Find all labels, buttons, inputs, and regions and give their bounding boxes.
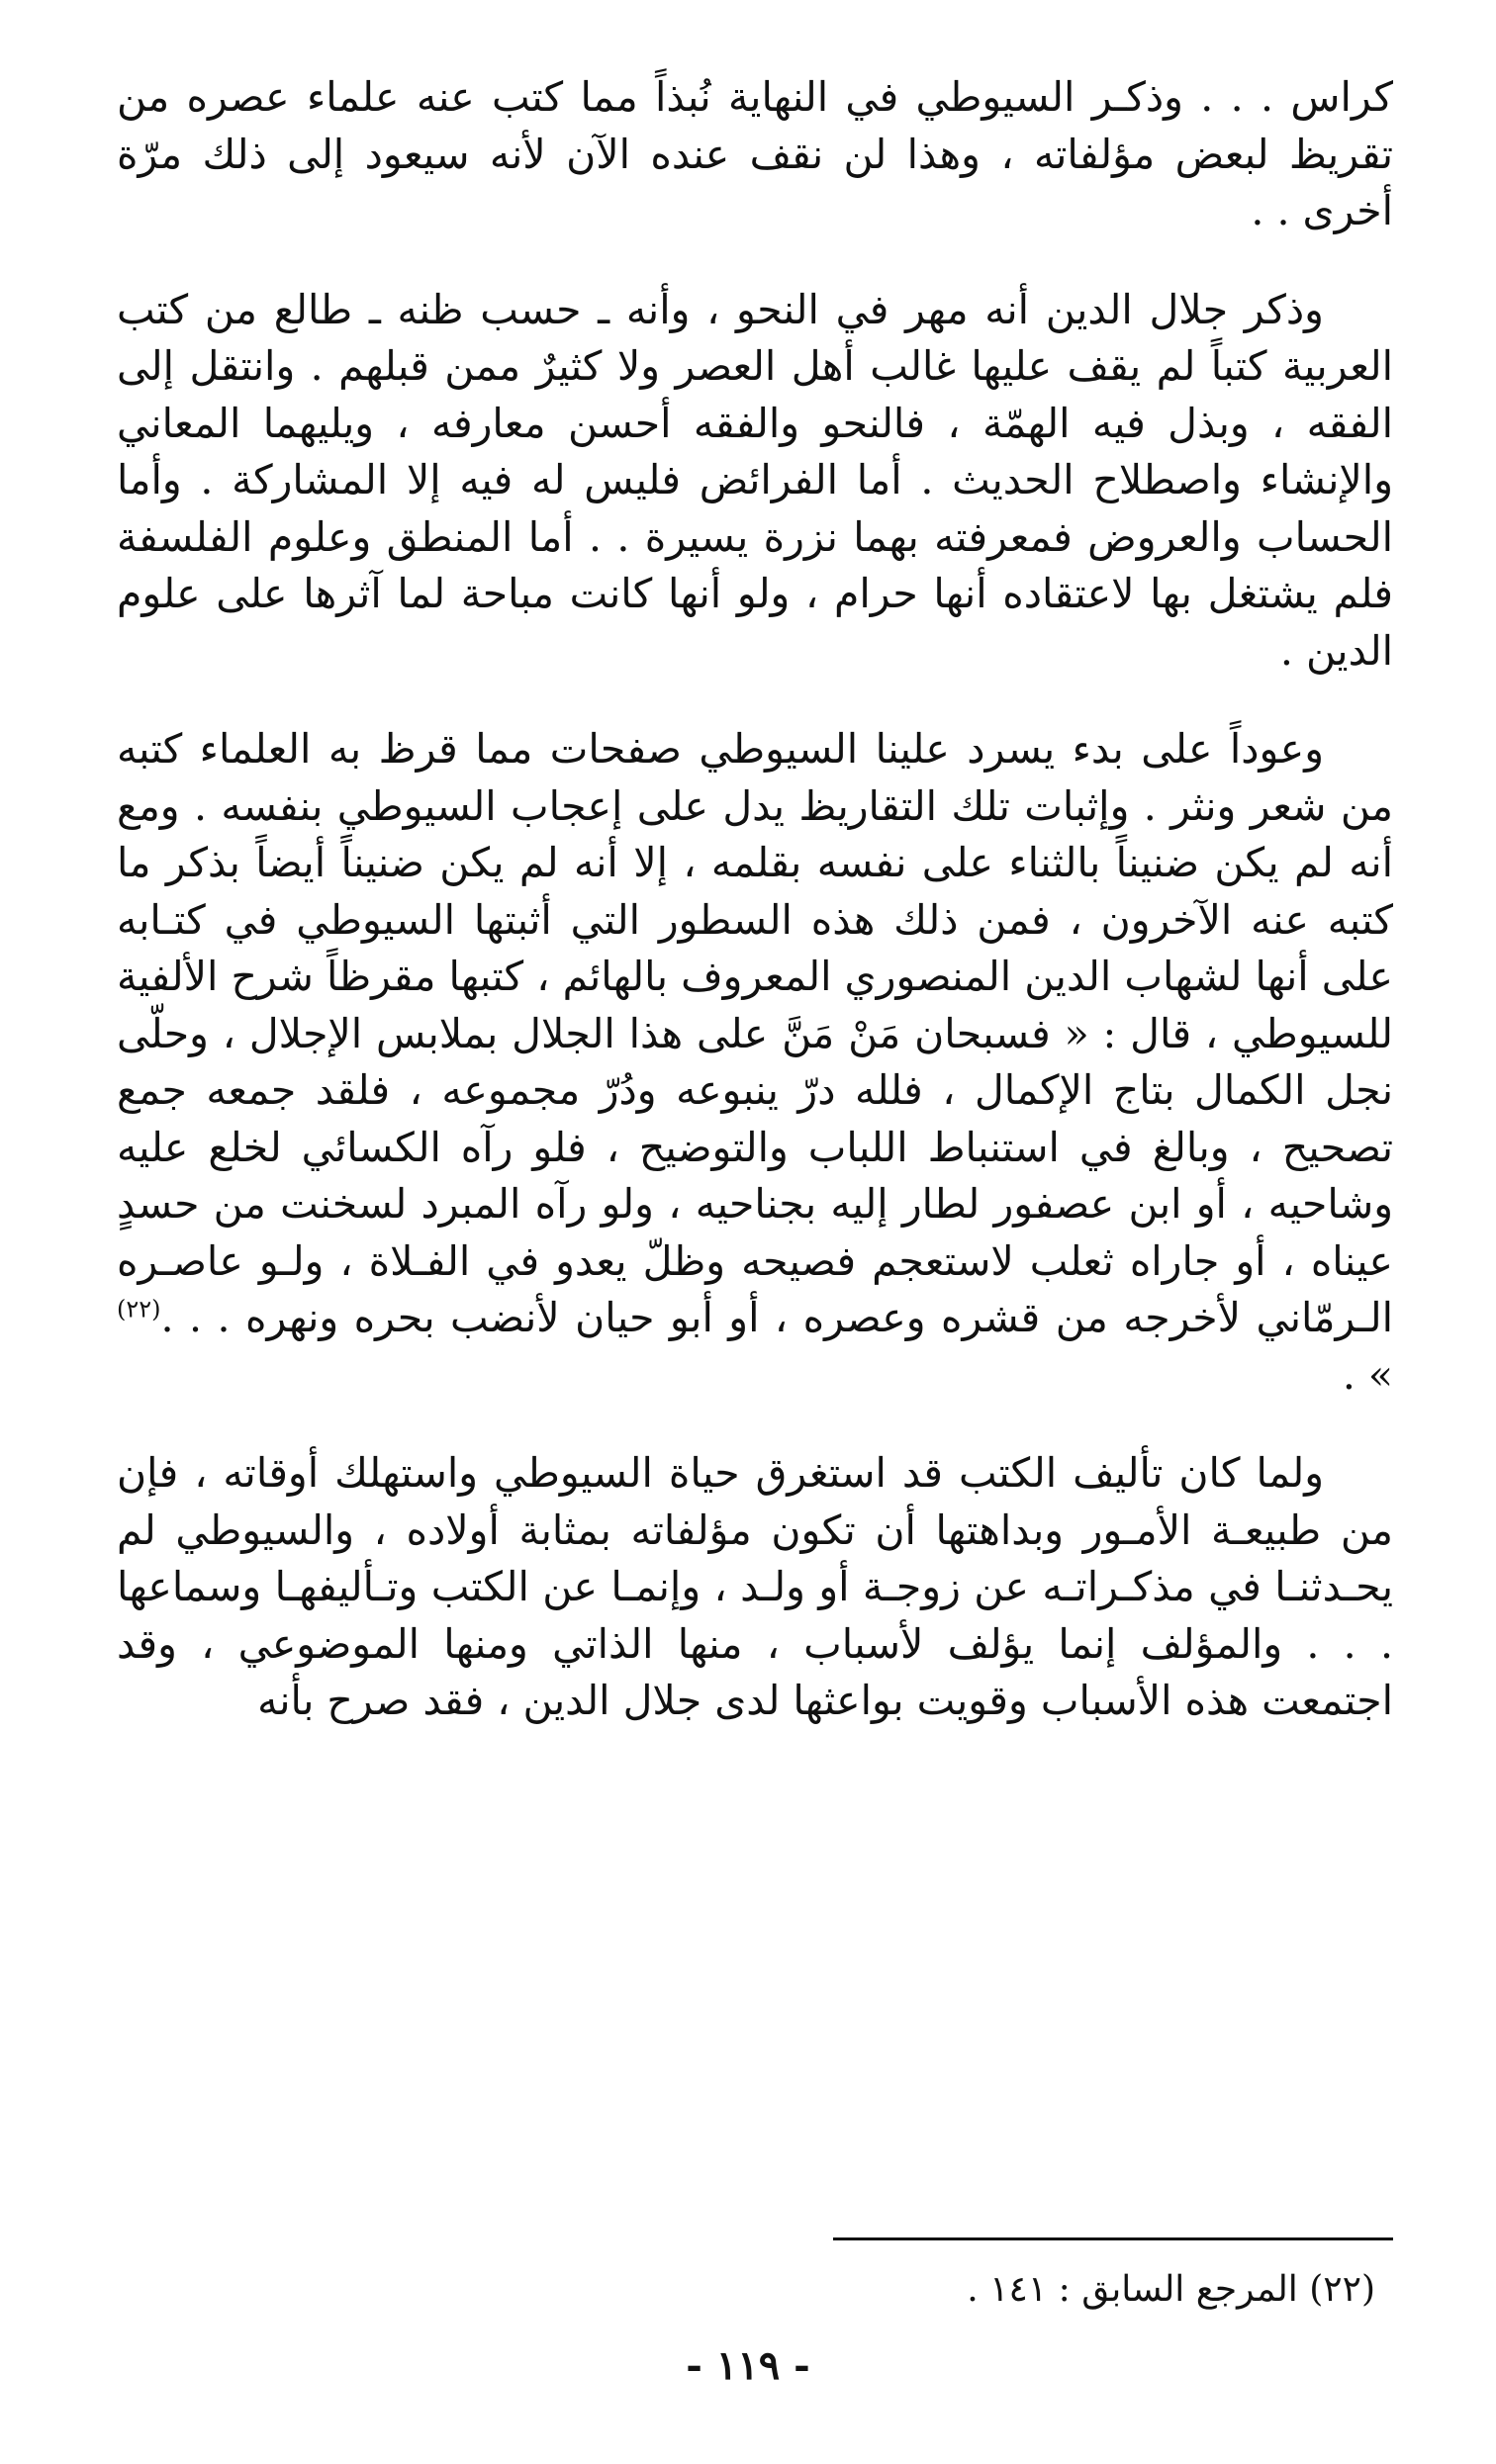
paragraph-3 [117,721,1393,1404]
page-number: - ١١٩ - [686,2342,810,2389]
main-text [117,69,1393,1730]
paragraph-3-text: وعوداً على بدء يسرد علينا السيوطي صفحات مما قرظ به العلماء كتبه من شعر ونثر . وإثبات تلك التقاريظ يدل على إعجاب السيوطي بنفسه . ومع أنه لم يكن ضنيناً بالثناء على نفسه بقلمه ، إلا أنه لم يكن ضنيناً أيضاً بذكر ما كتبه عنه الآخرون ، فمن ذلك هذه السطور التي أثبتها السيوطي في كتـابه على أنها لشهاب الدين المنصوري المعروف بالهائم ، كتبها مقرظاً شرح الألفية للسيوطي ، قال : « فسبحان مَنْ مَنَّ على هذا الجلال بملابس الإجلال ، وحلّى نجل الكمال بتاج الإكمال ، فلله درّ ينبوعه ودُرّ مجموعه ، فلقد جمعه جمع تصحيح ، وبالغ في استنباط اللباب والتوضيح ، فلو رآه الكسائي لخلع عليه وشاحيه ، أو ابن عصفور لطار إليه بجناحيه ، ولو رآه المبرد لسخنت من حسدٍ عيناه ، أو جاراه ثعلب لاستعجم فصيحه وظلّ يعدو في الفـلاة ، ولـو عاصـره الـرمّاني لأخرجه من قشره وعصره ، أو أبو حيان لأنضب بحره ونهره . . . [117,725,1393,1341]
paragraph-3-ending: » . [1342,1350,1393,1399]
paragraph-1: كراس . . . وذكـر السيوطي في النهاية نُبذاً مما كتب عنه علماء عصره من تقريظ لبعض مؤلفاته ، وهذا لن نقف عنده الآن لأنه سيعود إلى ذلك مرّة أخرى . . [117,73,1393,234]
footnote-reference: (٢٢) [117,1295,161,1323]
paragraph-2: وذكر جلال الدين أنه مهر في النحو ، وأنه ـ حسب ظنه ـ طالع من كتب العربية كتباً لم يقف عليها غالب أهل العصر ولا كثيرٌ ممن قبلهم . وانتقل إلى الفقه ، وبذل فيه الهمّة ، فالنحو والفقه أحسن معارفه ، ويليهما المعاني والإنشاء واصطلاح الحديث . أما الفرائض فليس له فيه إلا المشاركة . وأما الحساب والعروض فمعرفته بهما نزرة يسيرة . . أما المنطق وعلوم الفلسفة فلم يشتغل بها لاعتقاده أنها حرام ، ولو أنها كانت مباحة لما آثرها على علوم الدين . [117,285,1393,675]
paragraph-4: ولما كان تأليف الكتب قد استغرق حياة السيوطي واستهلك أوقاته ، فإن من طبيعـة الأمـور وبداهتها أن تكون مؤلفاته بمثابة أولاده ، والسيوطي لم يحـدثنـا في مذكـراتـه عن زوجـة أو ولـد ، وإنمـا عن الكتب وتـأليفهـا وسماعها . . . والمؤلف إنما يؤلف لأسباب ، منها الذاتي ومنها الموضوعي ، وقد اجتمعت هذه الأسباب وقويت بواعثها لدى جلال الدين ، فقد صرح بأنه [117,1449,1393,1724]
footnote: (٢٢) المرجع السابق : ١٤١ . [967,2269,1375,2310]
footnote-divider [833,2237,1393,2240]
